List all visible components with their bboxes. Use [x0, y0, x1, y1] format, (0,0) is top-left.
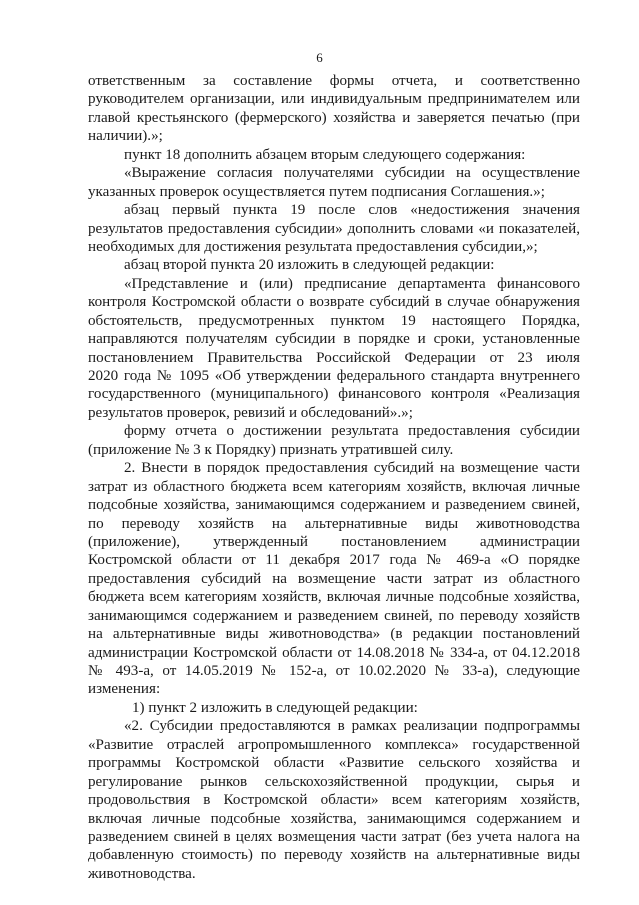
text-line: «Выражение согласия получателями субсидии на осуществление — [124, 165, 580, 182]
text-line: 2. Внести в порядок предоставления субсидий на возмещение части — [124, 460, 580, 477]
text-line: контроля Костромской области о возврате субсидий в случае обнаружения — [88, 294, 580, 311]
text-line: 2020 года № 1095 «Об утверждении федерального стандарта внутреннего — [88, 368, 580, 384]
text-line: включая личные подсобные хозяйства, занимающимся содержанием и — [88, 810, 580, 827]
text-line: продовольствия в Костромской области» всем категориям хозяйств, — [88, 792, 580, 809]
text-line: Костромской области от 11 декабря 2017 года № 469-а «О порядке — [88, 552, 580, 569]
text-line: предоставления субсидий на возмещение части затрат из областного — [88, 570, 580, 587]
text-line: абзац первый пункта 19 после слов «недостижения значения — [124, 202, 580, 219]
text-line: (приложение № 3 к Порядку) признать утратившей силу. — [88, 441, 454, 458]
text-line: государственного (муниципального) финансового контроля «Реализация — [88, 386, 580, 403]
text-line: регулирование рынков сельскохозяйственной продукции, сырья и — [88, 773, 580, 790]
text-line: № 493-а, от 14.05.2019 № 152-а, от 10.02.2020 № 33-а), следующие — [88, 663, 580, 679]
text-line: затрат из областного бюджета всем категориям хозяйств, включая личные — [88, 478, 580, 495]
text-line: бюджета всем категориям хозяйств, включая личные подсобные хозяйства, — [88, 589, 580, 606]
document-body — [88, 72, 580, 883]
text-line: результатов предоставления субсидии» дополнить словами «и показателей, — [88, 220, 580, 237]
text-line: 1) пункт 2 изложить в следующей редакции: — [132, 699, 418, 716]
page-number: 6 — [316, 50, 323, 65]
text-line: наличии).»; — [88, 128, 163, 145]
text-line: добавленную стоимость) по переводу хозяйств на альтернативные виды — [88, 847, 580, 864]
text-line: руководителем организации, или индивидуальным предпринимателем или — [88, 91, 580, 108]
text-line: необходимых для достижения результата предоставления субсидии,»; — [88, 238, 538, 255]
text-line: постановлением Правительства Российской Федерации от 23 июля — [88, 349, 580, 366]
text-line: направляются получателям субсидии в порядке и сроки, установленные — [88, 331, 580, 348]
text-line: изменения: — [88, 681, 161, 698]
text-line: ответственным за составление формы отчета, и соответственно — [88, 73, 580, 89]
text-line: животноводства. — [88, 865, 196, 882]
text-line: на альтернативные виды животноводства» (в редакции постановлений — [88, 626, 580, 643]
text-line: администрации Костромской области от 14.08.2018 № 334-а, от 04.12.2018 — [88, 644, 580, 661]
text-line: указанных проверок осуществляется путем подписания Соглашения.»; — [88, 183, 545, 200]
text-line: результатов проверок, ревизий и обследований».»; — [88, 404, 413, 421]
text-line: программы Костромской области «Развитие сельского хозяйства и — [88, 755, 580, 772]
text-line: абзац второй пункта 20 изложить в следующей редакции: — [124, 257, 495, 274]
text-line: обстоятельств, предусмотренных пунктом 19 настоящего Порядка, — [88, 312, 580, 329]
text-line: разведением свиней в целях возмещения части затрат (без учета налога на — [88, 828, 580, 845]
text-line: подсобные хозяйства, занимающимся содержанием и разведением свиней, — [88, 497, 580, 514]
text-line: «Представление и (или) предписание департамента финансового — [124, 275, 580, 292]
text-line: «2. Субсидии предоставляются в рамках реализации подпрограммы — [124, 718, 580, 735]
text-line: занимающимся содержанием и разведением свиней, по переводу хозяйств — [88, 607, 580, 624]
text-line: пункт 18 дополнить абзацем вторым следующего содержания: — [124, 146, 526, 163]
text-line: (приложение), утвержденный постановлением администрации — [88, 533, 580, 550]
text-line: по переводу хозяйств на альтернативные виды животноводства — [88, 515, 580, 532]
text-line: «Развитие отраслей агропромышленного комплекса» государственной — [88, 736, 580, 753]
text-line: главой крестьянского (фермерского) хозяйства и заверяется печатью (при — [88, 109, 580, 126]
text-line: форму отчета о достижении результата предоставления субсидии — [124, 423, 580, 440]
